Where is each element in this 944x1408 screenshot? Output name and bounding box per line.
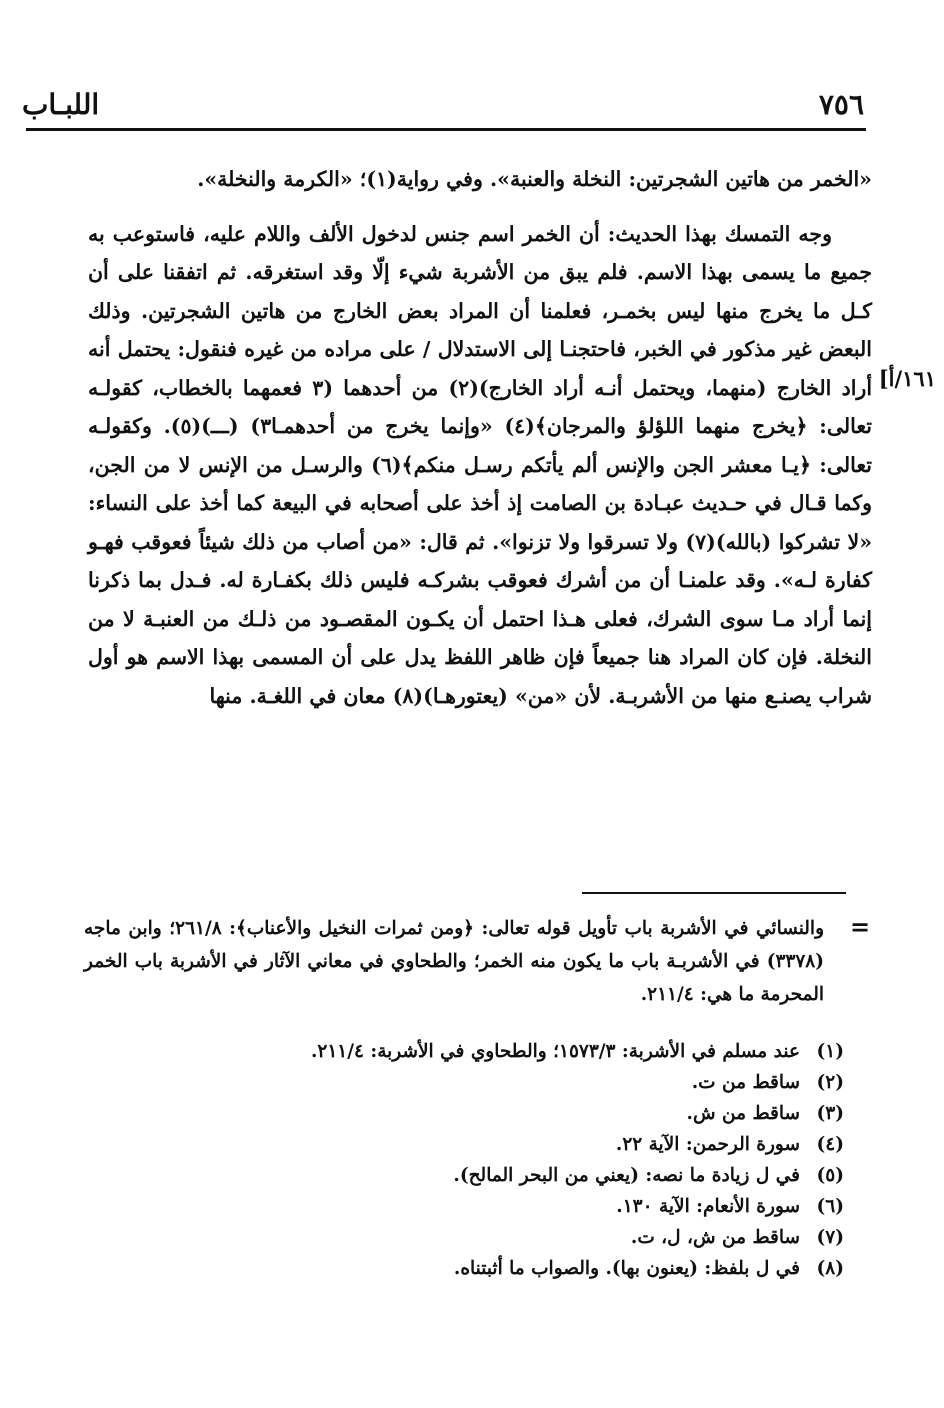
- footnote-number: (٦): [816, 1196, 844, 1217]
- header-rule: [26, 128, 866, 131]
- footnote-text: في ل بلفظ: (يعنون بها). والصواب ما أثبتناه.: [453, 1258, 800, 1279]
- paragraph-argument: وجه التمسك بهذا الحديث: أن الخمر اسم جنس لدخول الألف واللام عليه، فاستوعب به جميع ما يسمى بهذا الاسم. فلم يبق من الأشربة شيء إلّا وقد استغرقه. ثم اتفقنا على أن كـل ما يخرج منها ليس بخمـر، فعلمنا أن المراد بعض الخارج من هاتين الشجرتين. وذلك البعض غير مذكور في الخبر، فاحتجنـا إلى الاستدلال / على مراده من غيره فنقول: يحتمل أنه أراد الخارج (منهما، ويحتمل أنـه أراد الخارج)(٢) من أحدهما (٣ فعمهما بالخطاب، كقولـه تعالى: ﴿يخرج منهما اللؤلؤ والمرجان﴾(٤) «وإنما يخرج من أحدهمـا٣) (ـــ)(٥). وكقولـه تعالى: ﴿يـا معشر الجن والإنس ألم يأتكم رسـل منكم﴾(٦) والرسـل من الإنس لا من الجن، وكما قـال في حـديث عبـادة بن الصامت إذ أخذ على أصحابه في البيعة كما أخذ على النساء: «لا تشركوا (بالله)(٧) ولا تسرقوا ولا تزنوا». ثم قال: «من أصاب من ذلك شيئاً فعوقب فهـو كفارة لـه». وقد علمنـا أن من أشرك فعوقب بشركـه فليس ذلك بكفـارة له. فـدل بما ذكرنا إنما أراد مـا سوى الشرك، فعلى هـذا احتمل أن يكـون المقصـود من ذلـك من العنبـة لا من النخلة. فإن كان المراد هنا جميعاً فإن ظاهر اللفظ يدل على أن المسمى بهذا الاسم هو أول شراب يصنـع منها من الأشربـة. لأن «من» (يعتورهـا)(٨) معان في اللغـة. منها: [88, 221, 873, 708]
- footnote-text: سورة الأنعام: الآية ١٣٠.: [616, 1196, 800, 1217]
- main-text: [88, 160, 872, 715]
- footnote-text: عند مسلم في الأشربة: ١٥٧٣/٣؛ والطحاوي في الأشربة: ٢١١/٤.: [310, 1041, 800, 1062]
- footnote-text: ساقط من ش.: [686, 1103, 800, 1124]
- page-header: [22, 88, 864, 130]
- footnote-number: (٥): [816, 1165, 844, 1186]
- footnote-text: ساقط من ت.: [691, 1072, 800, 1093]
- footnote-text: ساقط من ش، ل، ت.: [630, 1227, 800, 1248]
- footnote-item: [84, 1129, 844, 1160]
- footnote-number: (٤): [816, 1134, 844, 1155]
- page-number: ٧٥٦: [818, 88, 864, 121]
- footnote-number: (٨): [816, 1258, 844, 1279]
- footnote-number: (٢): [816, 1072, 844, 1093]
- footnote-item: [84, 1067, 844, 1098]
- margin-folio-note: ١٦١/أ]: [878, 366, 936, 391]
- footnote-item: [84, 1098, 844, 1129]
- footnote-number: (١): [816, 1041, 844, 1062]
- running-title: اللبـاب: [22, 88, 100, 121]
- footnote-item: [84, 1222, 844, 1253]
- paragraph-hadith: «الخمر من هاتين الشجرتين: النخلة والعنبة». وفي رواية(١)؛ «الكرمة والنخلة».: [197, 167, 872, 191]
- footnote-continuation: والنسائي في الأشربة باب تأويل قوله تعالى: ﴿ومن ثمرات النخيل والأعناب﴾: ٢٦١/٨؛ وابن ماجه (٣٣٧٨) في الأشربـة باب ما يكون منه الخمر؛ والطحاوي في معاني الآثار في الأشربة باب الخمر المحرمة ما هي: ٢١١/٤.: [84, 918, 825, 1005]
- footnote-number: (٧): [816, 1227, 844, 1248]
- footnote-number: (٣): [816, 1103, 844, 1124]
- footnotes-list: [84, 1036, 844, 1284]
- footnote-item: [84, 1253, 844, 1284]
- footnote-text: في ل زيادة ما نصه: (يعني من البحر المالح).: [453, 1165, 800, 1186]
- footnote-item: [84, 1036, 844, 1067]
- footnote-item: [84, 1160, 844, 1191]
- footnote-item: [84, 1191, 844, 1222]
- continuation-marker: =: [850, 912, 871, 941]
- footnote-text: سورة الرحمن: الآية ٢٢.: [615, 1134, 800, 1155]
- footnote-separator: [582, 892, 846, 894]
